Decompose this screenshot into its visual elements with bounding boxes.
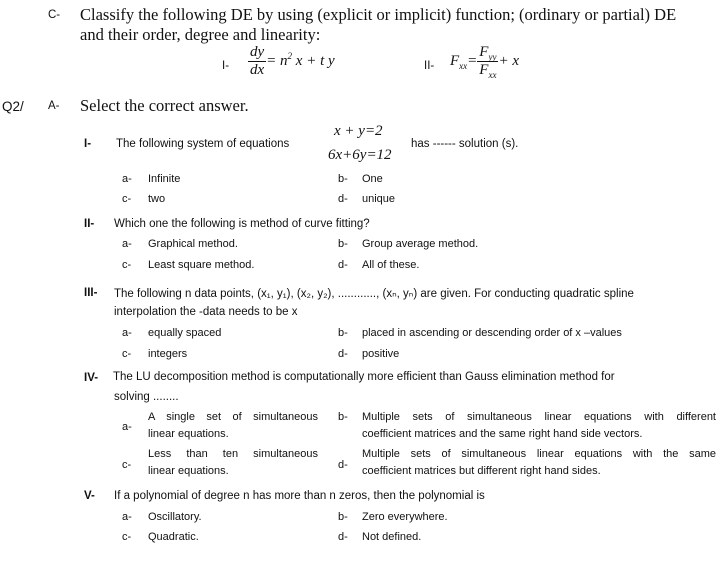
q4-option-d-letter: d-	[338, 459, 348, 471]
q2-option-a-letter: a-	[122, 238, 132, 250]
q1-eq-top: x + y=2	[334, 123, 383, 139]
eq1-numerator: dy	[250, 44, 265, 60]
q2-label: Q2/	[2, 99, 24, 114]
eq2-label: II-	[424, 60, 435, 72]
q1-option-b[interactable]: One	[362, 173, 383, 185]
q4-option-b-line2: coefficient matrices and the same right hand side vectors.	[362, 428, 643, 440]
q1-option-a-letter: a-	[122, 173, 132, 185]
q3-option-c-letter: c-	[122, 348, 132, 360]
q4-option-c-letter: c-	[122, 459, 132, 471]
eq1-rhs-a: = n	[266, 52, 288, 69]
q5-option-c-letter: c-	[122, 531, 132, 543]
q3-option-d[interactable]: positive	[362, 348, 400, 360]
part-a-label: A-	[48, 100, 60, 112]
q1-option-b-letter: b-	[338, 173, 348, 185]
eq2-lhs: F	[450, 52, 460, 69]
q4-option-a-letter: a-	[122, 421, 132, 433]
q4-text-line1: The LU decomposition method is computationally more efficient than Gauss elimination method for	[113, 371, 615, 383]
q2-option-c[interactable]: Least square method.	[148, 259, 255, 271]
q4-option-d-line1: Multiple sets of simultaneous linear equations with the same	[362, 448, 716, 460]
q5-number: V-	[84, 490, 95, 502]
q5-option-b-letter: b-	[338, 511, 348, 523]
eq2-denominator-sub: xx	[488, 70, 497, 80]
q3-option-b[interactable]: placed in ascending or descending order of x –values	[362, 327, 622, 339]
q1-option-d-letter: d-	[338, 193, 348, 205]
q4-option-d[interactable]	[362, 448, 716, 477]
q3-text-line2: interpolation the -data needs to be x	[114, 306, 298, 318]
q3-option-a[interactable]: equally spaced	[148, 327, 222, 339]
q2-option-c-letter: c-	[122, 259, 132, 271]
part-c-label: C-	[48, 9, 61, 21]
q4-option-b-letter: b-	[338, 411, 348, 423]
q4-option-b-line1: Multiple sets of simultaneous linear equations with different	[362, 411, 716, 423]
q1-option-c-letter: c-	[122, 193, 132, 205]
q3-option-a-letter: a-	[122, 327, 132, 339]
q4-option-c-line1: Less than ten simultaneous	[148, 448, 318, 460]
q4-option-b[interactable]	[362, 411, 716, 440]
q2-option-b-letter: b-	[338, 238, 348, 250]
q1-eq-bottom: 6x+6y=12	[328, 147, 392, 163]
q5-option-a-letter: a-	[122, 511, 132, 523]
q1-number: I-	[84, 138, 92, 150]
q4-option-a-line1: A single set of simultaneous	[148, 411, 318, 423]
eq2-equals: =	[467, 52, 478, 69]
q2-option-d-letter: d-	[338, 259, 348, 271]
eq1-label: I-	[222, 60, 230, 72]
q1-option-c[interactable]: two	[148, 193, 166, 205]
q1-option-a[interactable]: Infinite	[148, 173, 181, 185]
q4-option-c[interactable]	[148, 448, 318, 477]
eq1-rhs-b: x + t y	[292, 52, 335, 69]
q2-number: II-	[84, 218, 95, 230]
eq2-formula	[450, 45, 519, 78]
q2-text: Which one the following is method of curve fitting?	[114, 218, 370, 230]
eq2-denominator: F	[479, 62, 489, 78]
eq2-lhs-sub: xx	[459, 60, 468, 71]
q4-option-d-line2: coefficient matrices but different right hand sides.	[362, 465, 601, 477]
q3-text-line1: The following n data points, (x₁, y₁), (x₂, y₂), ............, (xₙ, yₙ) are given. For conducting quadratic spline	[114, 288, 634, 300]
part-c-line2: and their order, degree and linearity:	[80, 25, 321, 44]
q5-option-c[interactable]: Quadratic.	[148, 531, 199, 543]
eq1-formula	[248, 45, 335, 78]
q5-text: If a polynomial of degree n has more than n zeros, then the polynomial is	[114, 490, 485, 502]
q5-option-a[interactable]: Oscillatory.	[148, 511, 202, 523]
q5-option-d[interactable]: Not defined.	[362, 531, 422, 543]
q3-option-d-letter: d-	[338, 348, 348, 360]
part-c-line1: Classify the following DE by using (explicit or implicit) function; (ordinary or partial) DE	[80, 5, 677, 24]
q1-text-before: The following system of equations	[116, 138, 290, 150]
eq2-tail: + x	[498, 52, 519, 69]
eq1-rhs-exp: 2	[287, 50, 293, 61]
eq1-denominator: dx	[250, 62, 265, 78]
q2-option-d[interactable]: All of these.	[362, 259, 420, 271]
q5-option-b[interactable]: Zero everywhere.	[362, 511, 448, 523]
q4-number: IV-	[84, 372, 99, 384]
q4-option-a[interactable]	[148, 411, 318, 440]
eq2-numerator: F	[479, 44, 489, 60]
q4-option-c-line2: linear equations.	[148, 465, 229, 477]
q5-option-d-letter: d-	[338, 531, 348, 543]
q4-option-a-line2: linear equations.	[148, 428, 229, 440]
q2-option-b[interactable]: Group average method.	[362, 238, 479, 250]
q3-number: III-	[84, 287, 98, 299]
eq2-numerator-sub: yy	[488, 52, 497, 62]
q1-text-after: has ------ solution (s).	[411, 138, 519, 150]
q3-option-b-letter: b-	[338, 327, 348, 339]
q4-text-line2: solving ........	[114, 391, 179, 403]
part-a-text: Select the correct answer.	[80, 96, 249, 115]
q2-option-a[interactable]: Graphical method.	[148, 238, 238, 250]
q1-option-d[interactable]: unique	[362, 193, 396, 205]
q3-option-c[interactable]: integers	[148, 348, 188, 360]
